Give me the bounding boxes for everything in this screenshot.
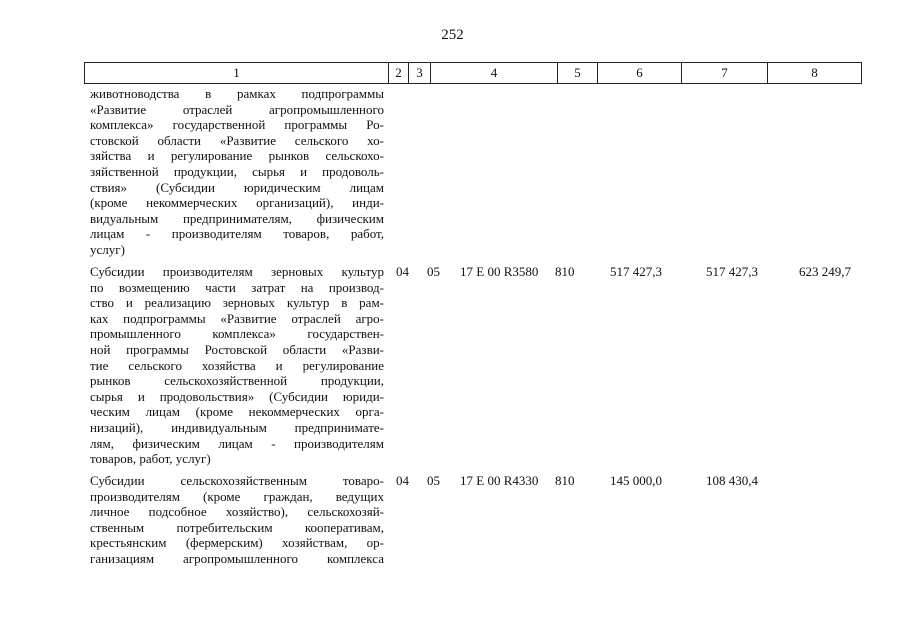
description-line: животноводства в рамках подпрограммы bbox=[90, 86, 384, 101]
header-col-8: 8 bbox=[811, 65, 818, 80]
description-line: низаций), индивидуальным предпринимате- bbox=[90, 419, 384, 435]
description-line: Субсидии производителям зерновых культур bbox=[90, 264, 384, 279]
header-col-5: 5 bbox=[558, 63, 598, 83]
description-line: ганизациям агропромышленного комплекса bbox=[90, 550, 384, 566]
description-line: ках подпрограммы «Развитие отраслей агро- bbox=[90, 310, 384, 326]
subsection-code: 05 bbox=[427, 473, 440, 488]
description-line: лям, физическим лицам - производителям bbox=[90, 435, 384, 451]
amount-col-8: 623 249,7 bbox=[799, 264, 851, 279]
description-line: ство и реализацию зерновых культур в рам- bbox=[90, 295, 384, 311]
description-line: услуг) bbox=[90, 241, 125, 257]
header-col-3: 3 bbox=[409, 63, 431, 83]
description-line: (кроме некоммерческих организаций), инди- bbox=[90, 195, 384, 211]
row-description bbox=[90, 264, 384, 467]
expense-type-code: 810 bbox=[555, 264, 575, 279]
page-number: 252 bbox=[441, 27, 464, 43]
section-code: 04 bbox=[396, 473, 409, 488]
amount-col-7: 517 427,3 bbox=[706, 264, 758, 279]
header-col-2: 2 bbox=[389, 63, 409, 83]
expense-type-code: 810 bbox=[555, 473, 575, 488]
description-line: стовской области «Развитие сельского хо- bbox=[90, 132, 384, 148]
header-col-1: 1 bbox=[85, 63, 389, 83]
description-line: личное подсобное хозяйство), сельскохозяй- bbox=[90, 504, 384, 520]
subsection-code: 05 bbox=[427, 264, 440, 279]
description-line: промышленного комплекса» государствен- bbox=[90, 326, 384, 342]
header-col-4: 4 bbox=[431, 63, 558, 83]
description-line: крестьянским (фермерским) хозяйствам, ор- bbox=[90, 535, 384, 551]
row-description bbox=[90, 473, 384, 567]
description-line: ствия» (Субсидии юридическим лицам bbox=[90, 179, 384, 195]
target-article-code: 17 Е 00 R3580 bbox=[460, 264, 539, 279]
row-description bbox=[90, 86, 384, 258]
header-col-6: 6 bbox=[598, 63, 682, 83]
description-line: ственным потребительским кооперативам, bbox=[90, 519, 384, 535]
description-line: ной программы Ростовской области «Разви- bbox=[90, 341, 384, 357]
amount-col-6: 145 000,0 bbox=[610, 473, 662, 488]
description-line: производителям (кроме граждан, ведущих bbox=[90, 488, 384, 504]
description-line: ческим лицам (кроме некоммерческих орга- bbox=[90, 404, 384, 420]
section-code: 04 bbox=[396, 264, 409, 279]
description-line: «Развитие отраслей агропромышленного bbox=[90, 101, 384, 117]
description-line: зяйства и регулирование рынков сельскохо- bbox=[90, 148, 384, 164]
table-header bbox=[84, 62, 862, 84]
amount-col-7: 108 430,4 bbox=[706, 473, 758, 488]
description-line: видуальным предпринимателям, физическим bbox=[90, 210, 384, 226]
description-line: рынков сельскохозяйственной продукции, bbox=[90, 373, 384, 389]
description-line: тие сельского хозяйства и регулирование bbox=[90, 357, 384, 373]
header-col-7: 7 bbox=[682, 63, 768, 83]
amount-col-6: 517 427,3 bbox=[610, 264, 662, 279]
description-line: по возмещению части затрат на производ- bbox=[90, 279, 384, 295]
description-line: комплекса» государственной программы Ро- bbox=[90, 117, 384, 133]
description-line: товаров, работ, услуг) bbox=[90, 451, 211, 467]
description-line: лицам - производителям товаров, работ, bbox=[90, 226, 384, 242]
target-article-code: 17 Е 00 R4330 bbox=[460, 473, 539, 488]
description-line: сырья и продовольствия» (Субсидии юриди- bbox=[90, 388, 384, 404]
description-line: Субсидии сельскохозяйственным товаро- bbox=[90, 473, 384, 488]
description-line: зяйственной продукции, сырья и продоволь- bbox=[90, 163, 384, 179]
